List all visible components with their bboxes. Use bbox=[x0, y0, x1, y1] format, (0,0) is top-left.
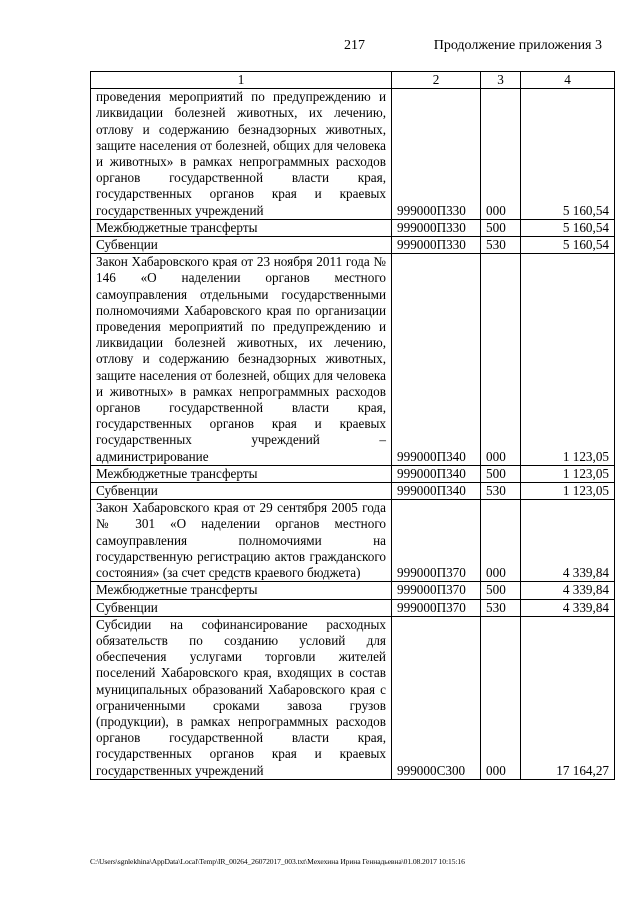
row-type: 500 bbox=[481, 219, 521, 236]
row-value: 4 339,84 bbox=[521, 500, 615, 582]
row-name: Субвенции bbox=[91, 483, 392, 500]
row-code: 999000П330 bbox=[392, 89, 481, 220]
column-header-2: 2 bbox=[392, 72, 481, 89]
file-path-footer: C:\Users\sgnlekhina\AppData\Local\Temp\IR_00264_26072017_003.txt\Мехехина Ирина Геннадьевна\01.08.2017 10:15:16 bbox=[90, 857, 465, 866]
table-row bbox=[91, 616, 615, 779]
budget-table bbox=[90, 71, 615, 780]
row-value: 1 123,05 bbox=[521, 254, 615, 466]
row-code: 999000П370 bbox=[392, 599, 481, 616]
continuation-label: Продолжение приложения 3 bbox=[433, 38, 602, 53]
row-code: 999000П340 bbox=[392, 483, 481, 500]
row-name: Субсидии на софинансирование расходных обязательств по созданию условий для обеспечения услугами торговли жителей поселений Хабаровского края, входящих в состав муниципальных образований Хабаровского края с ограниченными сроками завоза грузов (продукции), в рамках непрограммных расходов органов государственной власти края, государственных органов края и краевых государственных учреждений bbox=[91, 616, 392, 779]
row-name: проведения мероприятий по предупреждению и ликвидации болезней животных, их лечению, отлову и содержанию безнадзорных животных, защите населения от болезней, общих для человека и животных» в рамках непрограммных расходов органов государственной власти края, государственных органов края и краевых государственных учреждений bbox=[91, 89, 392, 220]
row-name: Межбюджетные трансферты bbox=[91, 219, 392, 236]
column-header-4: 4 bbox=[521, 72, 615, 89]
row-type: 530 bbox=[481, 599, 521, 616]
table-row bbox=[91, 89, 615, 220]
row-code: 999000П340 bbox=[392, 465, 481, 482]
row-value: 5 160,54 bbox=[521, 219, 615, 236]
row-type: 000 bbox=[481, 89, 521, 220]
row-name: Субвенции bbox=[91, 599, 392, 616]
table-row bbox=[91, 219, 615, 236]
table-row bbox=[91, 465, 615, 482]
row-name: Субвенции bbox=[91, 237, 392, 254]
row-code: 999000П330 bbox=[392, 237, 481, 254]
row-type: 500 bbox=[481, 582, 521, 599]
row-value: 4 339,84 bbox=[521, 599, 615, 616]
page-number: 217 bbox=[344, 38, 365, 53]
row-value: 4 339,84 bbox=[521, 582, 615, 599]
table-row bbox=[91, 237, 615, 254]
row-code: 999000П370 bbox=[392, 500, 481, 582]
row-value: 1 123,05 bbox=[521, 465, 615, 482]
row-code: 999000П330 bbox=[392, 219, 481, 236]
row-type: 000 bbox=[481, 616, 521, 779]
table-row bbox=[91, 599, 615, 616]
column-header-3: 3 bbox=[481, 72, 521, 89]
column-header-1: 1 bbox=[91, 72, 392, 89]
row-value: 17 164,27 bbox=[521, 616, 615, 779]
row-code: 999000П340 bbox=[392, 254, 481, 466]
row-type: 530 bbox=[481, 237, 521, 254]
row-type: 530 bbox=[481, 483, 521, 500]
row-value: 5 160,54 bbox=[521, 89, 615, 220]
table-row bbox=[91, 483, 615, 500]
table-row bbox=[91, 582, 615, 599]
row-type: 500 bbox=[481, 465, 521, 482]
page-header bbox=[0, 38, 640, 58]
row-code: 999000С300 bbox=[392, 616, 481, 779]
row-value: 1 123,05 bbox=[521, 483, 615, 500]
row-value: 5 160,54 bbox=[521, 237, 615, 254]
row-type: 000 bbox=[481, 500, 521, 582]
table-row bbox=[91, 254, 615, 466]
row-name: Межбюджетные трансферты bbox=[91, 582, 392, 599]
row-type: 000 bbox=[481, 254, 521, 466]
row-code: 999000П370 bbox=[392, 582, 481, 599]
row-name: Закон Хабаровского края от 29 сентября 2005 года № 301 «О наделении органов местного самоуправления полномочиями на государственную регистрацию актов гражданского состояния» (за счет средств краевого бюджета) bbox=[91, 500, 392, 582]
row-name: Межбюджетные трансферты bbox=[91, 465, 392, 482]
row-name: Закон Хабаровского края от 23 ноября 2011 года № 146 «О наделении органов местного самоуправления отдельными государственными полномочиями Хабаровского края по организации проведения мероприятий по предупреждению и ликвидации болезней животных, их лечению, отлову и содержанию безнадзорных животных, защите населения от болезней, общих для человека и животных» в рамках непрограммных расходов органов государственной власти края, государственных органов края и краевых государственных учреждений – администрирование bbox=[91, 254, 392, 466]
table-header-row bbox=[91, 72, 615, 89]
table-row bbox=[91, 500, 615, 582]
